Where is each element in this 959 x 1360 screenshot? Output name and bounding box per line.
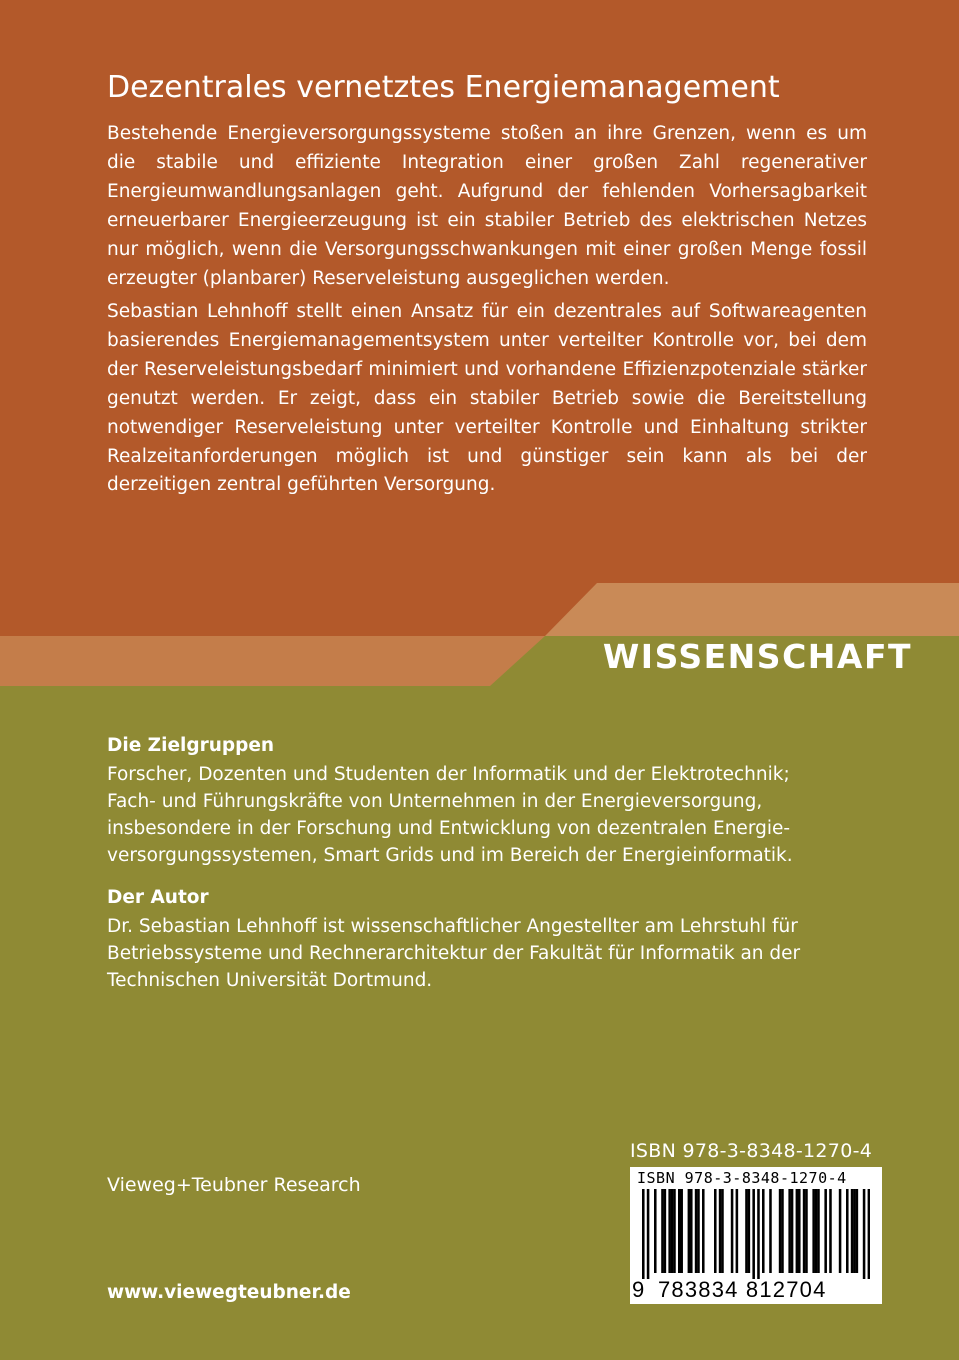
description-paragraph-1: Bestehende Energieversorgungssysteme stoßen an ihre Grenzen, wenn es um die stabile und effiziente Integration einer großen Zahl regenerativer Energieumwandlungsanlagen geht. Aufgrund der fehlenden Vorhersagbarkeit erneuerbarer Energieerzeugung ist ein stabiler Betrieb des elektrischen Netzes nur möglich, wenn die Versorgungsschwankungen mit einer großen Menge fossil erzeugter (planbarer) Reserveleistung ausgeglichen werden. (107, 123, 867, 289)
barcode-bar (731, 1189, 734, 1273)
barcode (630, 1167, 882, 1304)
barcode-bar (748, 1189, 751, 1273)
barcode-bar (664, 1189, 667, 1273)
audience-heading: Die Zielgruppen (107, 735, 275, 756)
publisher-website: www.viewegteubner.de (107, 1282, 351, 1303)
barcode-bar (647, 1189, 650, 1279)
barcode-bar (736, 1189, 739, 1273)
barcode-bar (654, 1189, 657, 1273)
author-line: Technischen Universität Dortmund. (107, 970, 433, 991)
barcode-bar (714, 1189, 717, 1273)
barcode-bar (851, 1189, 854, 1273)
barcode-bar (661, 1189, 664, 1273)
barcode-bar (805, 1189, 808, 1273)
barcode-isbn-text: ISBN 978-3-8348-1270-4 (637, 1169, 847, 1187)
barcode-bar (702, 1189, 705, 1273)
author-line: Betriebssysteme und Rechnerarchitektur der Fakultät für Informatik an der (107, 943, 801, 964)
book-title: Dezentrales vernetztes Energiemanagement (107, 70, 780, 105)
barcode-bar (853, 1189, 856, 1273)
barcode-bar (798, 1189, 801, 1273)
barcode-digit-groups: 783834 812704 (658, 1277, 827, 1302)
publisher-name: Vieweg+Teubner Research (107, 1174, 361, 1196)
barcode-bar (752, 1189, 755, 1279)
barcode-bar (863, 1189, 866, 1279)
author-heading: Der Autor (107, 887, 209, 908)
barcode-bar (815, 1189, 818, 1273)
barcode-bar (803, 1189, 806, 1273)
barcode-bar (680, 1189, 683, 1273)
barcode-bar (829, 1189, 832, 1273)
barcode-bar (745, 1189, 748, 1273)
barcode-bar (769, 1189, 772, 1273)
isbn-label: ISBN 978-3-8348-1270-4 (630, 1140, 873, 1162)
barcode-bar (762, 1189, 765, 1273)
barcode-bar (817, 1189, 820, 1273)
barcode-bar (781, 1189, 784, 1273)
barcode-bar (668, 1189, 671, 1273)
barcode-bar (671, 1189, 674, 1273)
series-label: WISSENSCHAFT (602, 637, 912, 676)
barcode-bar (839, 1189, 842, 1273)
barcode-bar (791, 1189, 794, 1273)
barcode-bar (796, 1189, 799, 1273)
barcode-bar (788, 1189, 791, 1273)
barcode-bar (695, 1189, 698, 1273)
barcode-bar (673, 1189, 676, 1273)
description-paragraph-2: Sebastian Lehnhoff stellt einen Ansatz für ein dezentrales auf Softwareagenten basierendes Energiemanagementsystem unter verteilter Kontrolle vor, bei dem der Reserveleistungsbedarf minimiert und vorhandene Effizienzpotenziale stärker genutzt werden. Er zeigt, dass ein stabiler Betrieb sowie die Bereitstellung notwendiger Reserveleistung unter verteilter Kontrolle und Einhaltung strikter Realzeitanforderungen möglich ist und günstiger sein kann als bei der derzeitigen zentral geführten Versorgung. (107, 301, 867, 496)
barcode-first-digit: 9 (632, 1277, 646, 1302)
barcode-bar (779, 1189, 782, 1273)
barcode-bar (868, 1189, 870, 1279)
audience-line: Fach- und Führungskräfte von Unternehmen in der Energieversorgung, (107, 791, 763, 812)
author-line: Dr. Sebastian Lehnhoff ist wissenschaftlicher Angestellter am Lehrstuhl für (107, 916, 798, 937)
audience-line: Forscher, Dozenten und Studenten der Informatik und der Elektrotechnik; (107, 764, 790, 785)
barcode-bar (690, 1189, 693, 1273)
author-text (107, 913, 800, 994)
barcode-bar (757, 1189, 760, 1279)
barcode-bar (856, 1189, 859, 1273)
audience-line: insbesondere in der Forschung und Entwicklung von dezentralen Energie- (107, 818, 791, 839)
barcode-bar (812, 1189, 815, 1273)
barcode-bar (678, 1189, 681, 1273)
barcode-bar (719, 1189, 722, 1273)
audience-text (107, 761, 793, 869)
barcode-bar (697, 1189, 700, 1273)
barcode-bar (688, 1189, 691, 1273)
barcode-bar (846, 1189, 849, 1273)
audience-line: versorgungssystemen, Smart Grids und im Bereich der Energieinformatik. (107, 845, 793, 866)
barcode-bar (721, 1189, 724, 1273)
barcode-bar (642, 1189, 645, 1279)
barcode-bar (824, 1189, 827, 1273)
barcode-bars (642, 1189, 870, 1279)
